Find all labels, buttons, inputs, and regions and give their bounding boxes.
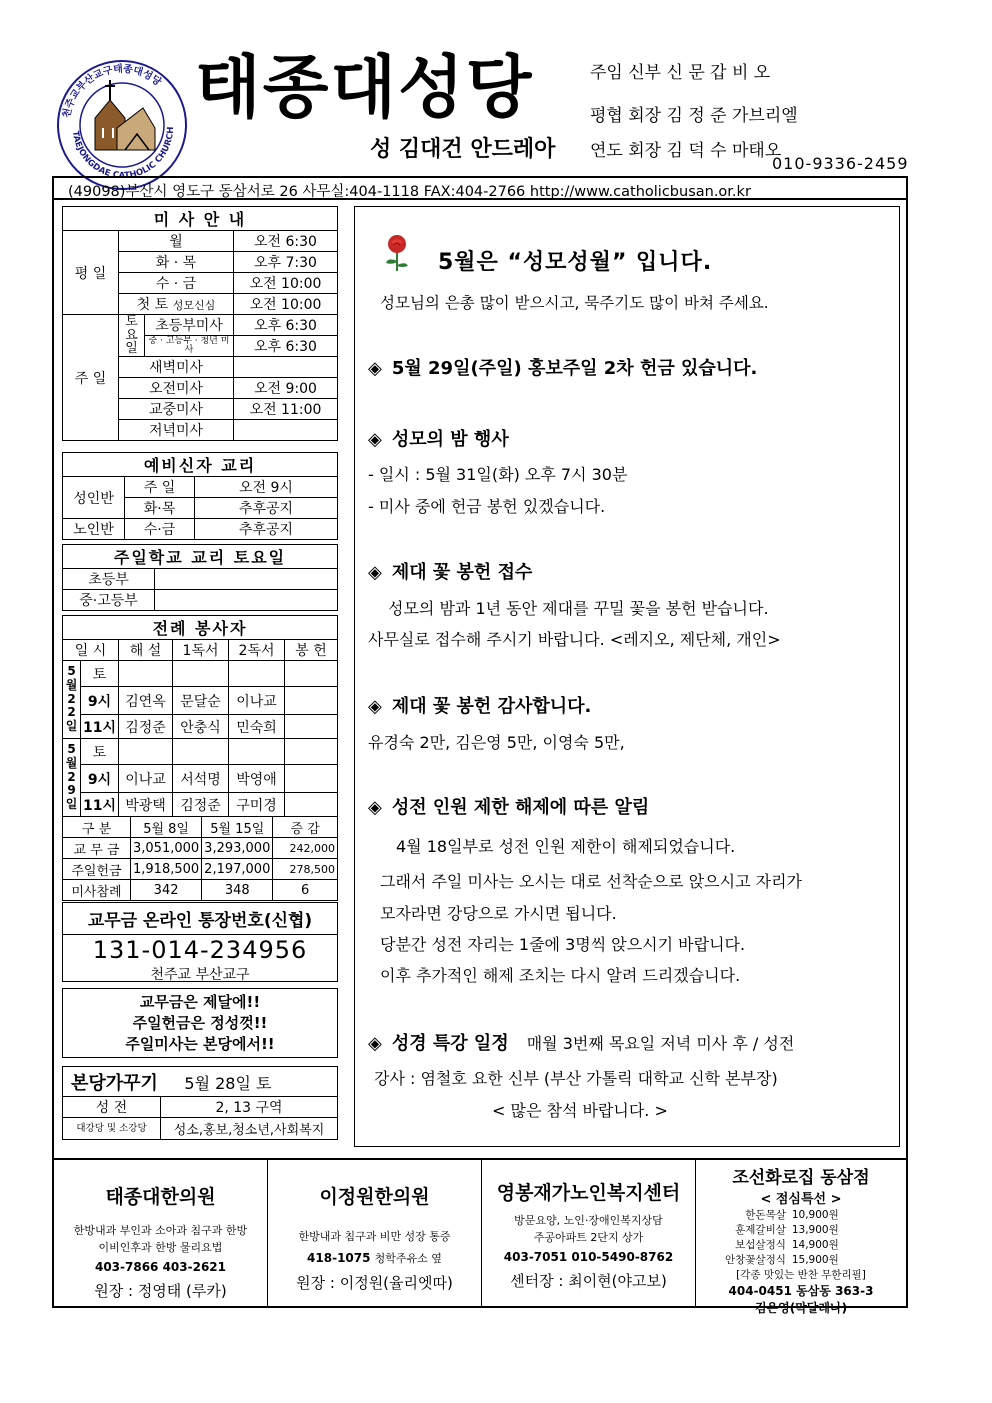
mass-day: 월	[119, 231, 234, 252]
reader-2: 민숙희	[229, 715, 285, 739]
ad-tel: 403-7866 403-2621	[94, 1260, 227, 1274]
catechumen-title: 예비신자 교리	[63, 453, 338, 477]
notice-1-heading	[368, 354, 757, 380]
account-title: 교무금 온라인 통장번호(신협)	[63, 903, 337, 935]
diamond-bullet-icon: ◈	[368, 358, 382, 379]
service-time: 9시	[81, 765, 119, 793]
notice-6-title: 성경 특강 일정	[391, 1033, 509, 1054]
mass-time: 오전 11:00	[234, 399, 338, 420]
mass-day: 화 · 목	[119, 252, 234, 273]
sunday-school-table	[62, 544, 338, 611]
legion-president: 연도 회장 김 덕 수 마태오	[590, 141, 782, 161]
mass-day: 중 · 고등부 · 청년 미사	[145, 336, 234, 357]
decoration-title: 본당가꾸기	[71, 1072, 158, 1094]
notice-2-title: 성모의 밤 행사	[391, 429, 509, 450]
menu-item: 보섭살정식	[735, 1239, 786, 1251]
reader-1: 문달순	[173, 687, 229, 715]
commentator	[119, 661, 173, 687]
notice-board	[354, 206, 900, 1147]
ad-name: 영봉재가노인복지센터	[496, 1182, 681, 1204]
seal-text-bottom: TAEJONGDAE CATHOLIC CHURCH	[70, 126, 177, 182]
slogan-line: 주일헌금은 정성껏!!	[132, 1014, 268, 1032]
notice-5-line: 그래서 주일 미사는 오시는 대로 선착순으로 앉으시고 자리가	[380, 872, 803, 891]
ad-elderly-welfare-center	[482, 1160, 696, 1306]
mass-time: 오전 10:00	[234, 294, 338, 315]
slogan-line: 주일미사는 본당에서!!	[125, 1035, 275, 1053]
reader-2: 이나교	[229, 687, 285, 715]
reader-1	[173, 661, 229, 687]
school-schedule	[155, 569, 338, 590]
ad-tel: 404-0451 동삼동 363-3	[728, 1284, 874, 1298]
menu-price: 14,900원	[791, 1239, 839, 1251]
diamond-bullet-icon: ◈	[368, 696, 382, 717]
mass-schedule-table	[62, 206, 338, 441]
weekday-label: 평 일	[63, 231, 119, 315]
finance-value: 342	[131, 880, 202, 901]
reader-1: 서석명	[173, 765, 229, 793]
class-day: 화·목	[125, 498, 195, 519]
servers-header: 1독서	[173, 640, 229, 661]
finance-value: 3,051,000	[131, 838, 202, 859]
ad-desc: 방문요양, 노인·장애인복지상담	[514, 1214, 663, 1227]
finance-change: 6	[273, 880, 338, 901]
servers-header: 봉 헌	[285, 640, 338, 661]
mass-day-note: 성모신심	[172, 299, 216, 312]
mass-day: 오전미사	[119, 378, 234, 399]
class-day: 수·금	[125, 519, 195, 540]
notice-5-line: 이후 추가적인 해제 조치는 다시 알려 드리겠습니다.	[380, 966, 741, 985]
reader-2	[229, 739, 285, 765]
service-time: 토	[81, 661, 119, 687]
diamond-bullet-icon: ◈	[368, 562, 382, 583]
menu-price: 15,900원	[791, 1254, 839, 1266]
finance-label: 교 무 금	[63, 838, 131, 859]
notice-main-title: 5월은 “성모성월” 입니다.	[438, 250, 713, 275]
mass-time: 오후 6:30	[234, 336, 338, 357]
menu-price: 10,900원	[791, 1209, 839, 1221]
catechumen-table	[62, 452, 338, 540]
service-date: 5월22일	[63, 661, 81, 739]
notice-5-line: 4월 18일부로 성전 인원 제한이 해제되었습니다.	[396, 837, 736, 856]
class-day: 주 일	[125, 477, 195, 498]
decoration-label: 성 전	[63, 1097, 161, 1118]
lunch-menu	[722, 1207, 842, 1267]
mass-time: 오전 10:00	[234, 273, 338, 294]
ad-note: [각종 맛있는 반찬 무한리필]	[736, 1269, 866, 1281]
finance-label: 미사참례	[63, 880, 131, 901]
class-time: 추후공지	[195, 498, 338, 519]
finance-table	[62, 816, 338, 901]
ad-leejungwon-clinic	[268, 1160, 482, 1306]
notice-main-body: 성모님의 은총 많이 받으시고, 묵주기도 많이 바쳐 주세요.	[380, 294, 769, 312]
servers-title: 전례 봉사자	[63, 616, 338, 640]
service-date: 5월29일	[63, 739, 81, 817]
mass-table-title: 미 사 안 내	[63, 207, 338, 231]
class-time: 추후공지	[195, 519, 338, 540]
reader-2: 구미경	[229, 793, 285, 817]
reader-2: 박영애	[229, 765, 285, 793]
servers-header: 일 시	[63, 640, 119, 661]
ad-taejongdae-clinic	[54, 1160, 268, 1306]
decoration-label: 대강당 및 소강당	[63, 1118, 161, 1140]
seal-text-top: 천주교부산교구태종대성당	[61, 63, 164, 119]
contact-phone: 010-9336-2459	[772, 154, 909, 173]
ad-desc: 주공아파트 2단지 상가	[533, 1230, 644, 1244]
notice-6-subtitle: 매월 3번째 목요일 저녁 미사 후 / 성전	[526, 1034, 795, 1053]
commentator: 김연옥	[119, 687, 173, 715]
notice-5-line: 당분간 성전 자리는 1줄에 3명씩 앉으시기 바랍니다.	[380, 935, 746, 954]
decoration-value: 2, 13 구역	[161, 1097, 338, 1118]
commentator: 박광택	[119, 793, 173, 817]
ad-name: 조선화로집 동삼점	[732, 1168, 870, 1188]
saturday-label: 토요일	[119, 315, 145, 357]
menu-price: 13,900원	[791, 1224, 839, 1236]
ad-tel-note: 청학주유소 옆	[374, 1251, 442, 1265]
school-schedule	[155, 590, 338, 611]
reader-2	[229, 661, 285, 687]
mass-time: 오전 6:30	[234, 231, 338, 252]
account-number: 131-014-234956	[92, 936, 308, 964]
menu-item: 훈제갈비살	[735, 1224, 786, 1236]
ad-director: 센터장 : 최이현(야고보)	[510, 1272, 667, 1290]
decoration-value: 성소,홍보,청소년,사회복지	[161, 1118, 338, 1140]
account-box	[62, 902, 338, 982]
address-bar: (49098)부산시 영도구 동삼서로 26 사무실:404-1118 FAX:404-2766 http://www.catholicbusan.or.kr	[52, 176, 908, 200]
mass-time	[234, 357, 338, 378]
offering	[285, 715, 338, 739]
notice-5-line: 모자라면 강당으로 가시면 됩니다.	[380, 904, 617, 923]
decoration-date: 5월 28일 토	[184, 1073, 272, 1093]
ad-tel-line	[268, 1250, 481, 1266]
offering	[285, 687, 338, 715]
mass-time: 오후 6:30	[234, 315, 338, 336]
finance-change: 242,000	[273, 838, 338, 859]
notice-4-line: 유경숙 2만, 김은영 5만, 이영숙 5만,	[368, 733, 625, 752]
offering	[285, 739, 338, 765]
decoration-header	[63, 1067, 338, 1097]
notice-2-line: - 미사 중에 헌금 봉헌 있겠습니다.	[368, 497, 606, 516]
mass-day-label: 첫 토	[136, 297, 169, 313]
ad-restaurant	[696, 1160, 906, 1315]
ad-name: 이정원한의원	[319, 1186, 430, 1208]
finance-header: 5월 8일	[131, 817, 202, 838]
notice-6-line: 강사 : 염철호 요한 신부 (부산 가톨릭 대학교 신학 본부장)	[374, 1069, 778, 1088]
mass-day	[119, 294, 234, 315]
finance-label: 주일헌금	[63, 859, 131, 880]
commentator: 이나교	[119, 765, 173, 793]
commentator	[119, 739, 173, 765]
notice-3-heading	[368, 558, 532, 584]
class-group: 노인반	[63, 519, 125, 540]
notice-3-title: 제대 꽃 봉헌 접수	[391, 562, 533, 583]
pastor-name: 주임 신부 신 문 갑 비 오	[590, 63, 771, 83]
diamond-bullet-icon: ◈	[368, 1033, 382, 1054]
church-decoration-table	[62, 1066, 338, 1140]
finance-value: 3,293,000	[202, 838, 273, 859]
notice-4-heading	[368, 692, 591, 718]
service-time: 11시	[81, 793, 119, 817]
notice-6-heading	[368, 1029, 794, 1055]
notice-3-line: 성모의 밤과 1년 동안 제대를 꾸밀 꽃을 봉헌 받습니다.	[388, 599, 769, 618]
notice-3-line: 사무실로 접수해 주시기 바랍니다. <레지오, 제단체, 개인>	[368, 630, 781, 649]
header	[0, 0, 992, 180]
church-title: 태종대성당	[195, 49, 534, 128]
mass-day: 새벽미사	[119, 357, 234, 378]
class-time: 오전 9시	[195, 477, 338, 498]
commentator: 김정준	[119, 715, 173, 739]
menu-item: 한돈목살	[745, 1209, 786, 1221]
ad-desc: 한방내과 침구과 비만 성장 통증	[298, 1230, 451, 1243]
finance-change: 278,500	[273, 859, 338, 880]
service-time: 9시	[81, 687, 119, 715]
diamond-bullet-icon: ◈	[368, 797, 382, 818]
notice-2-heading	[368, 425, 509, 451]
notice-2-line: - 일시 : 5월 31일(화) 오후 7시 30분	[368, 465, 628, 484]
mass-day: 교중미사	[119, 399, 234, 420]
finance-value: 1,918,500	[131, 859, 202, 880]
reader-1	[173, 739, 229, 765]
notice-6-line: < 많은 참석 바랍니다. >	[492, 1101, 668, 1120]
notice-4-title: 제대 꽃 봉헌 감사합니다.	[391, 696, 592, 717]
notice-1-title: 5월 29일(주일) 홍보주일 2차 헌금 있습니다.	[391, 358, 758, 379]
mass-time	[234, 420, 338, 441]
offering	[285, 793, 338, 817]
ad-director: 원장 : 정영태 (루카)	[94, 1282, 227, 1300]
offering	[285, 661, 338, 687]
service-time: 11시	[81, 715, 119, 739]
ad-director: 원장 : 이정원(율리엣따)	[296, 1273, 453, 1292]
mass-day: 수 · 금	[119, 273, 234, 294]
rose-icon	[382, 233, 412, 273]
sunday-school-title: 주일학교 교리 토요일	[63, 545, 338, 569]
ad-name: 태종대한의원	[105, 1186, 216, 1208]
liturgy-servers-table	[62, 615, 338, 817]
church-seal-logo	[55, 58, 190, 193]
finance-header: 구 분	[63, 817, 131, 838]
sunday-label: 주 일	[63, 315, 119, 441]
finance-value: 348	[202, 880, 273, 901]
ad-subtitle: < 점심특선 >	[760, 1192, 842, 1207]
sponsor-footer	[52, 1158, 908, 1315]
mass-day: 저녁미사	[119, 420, 234, 441]
reader-1: 김정준	[173, 793, 229, 817]
ad-owner: 김은영(막달레나)	[754, 1301, 848, 1315]
school-group: 중·고등부	[63, 590, 155, 611]
account-owner: 천주교 부산교구	[150, 967, 250, 983]
diamond-bullet-icon: ◈	[368, 429, 382, 450]
servers-header: 해 설	[119, 640, 173, 661]
patron-saint: 성 김대건 안드레아	[370, 137, 556, 162]
offering	[285, 765, 338, 793]
class-group: 성인반	[63, 477, 125, 519]
notice-5-heading	[368, 793, 649, 819]
finance-header: 증 감	[273, 817, 338, 838]
mass-time: 오후 7:30	[234, 252, 338, 273]
council-president: 평협 회장 김 정 준 가브리엘	[590, 106, 798, 126]
mass-day: 초등부미사	[145, 315, 234, 336]
ad-desc: 이비인후과 한방 물리요법	[98, 1240, 223, 1254]
mass-time: 오전 9:00	[234, 378, 338, 399]
ad-tel: 403-7051 010-5490-8762	[503, 1250, 674, 1264]
slogan-line: 교무금은 제달에!!	[139, 993, 261, 1011]
menu-item: 안창꽃살정식	[725, 1254, 786, 1266]
ad-desc: 한방내과 부인과 소아과 침구과 한방	[73, 1224, 248, 1237]
servers-header: 2독서	[229, 640, 285, 661]
finance-header: 5월 15일	[202, 817, 273, 838]
reader-1: 안충식	[173, 715, 229, 739]
service-time: 토	[81, 739, 119, 765]
ad-tel: 418-1075	[307, 1250, 371, 1265]
slogan-box	[62, 988, 338, 1058]
notice-5-title: 성전 인원 제한 해제에 따른 알림	[391, 797, 650, 818]
school-group: 초등부	[63, 569, 155, 590]
finance-value: 2,197,000	[202, 859, 273, 880]
